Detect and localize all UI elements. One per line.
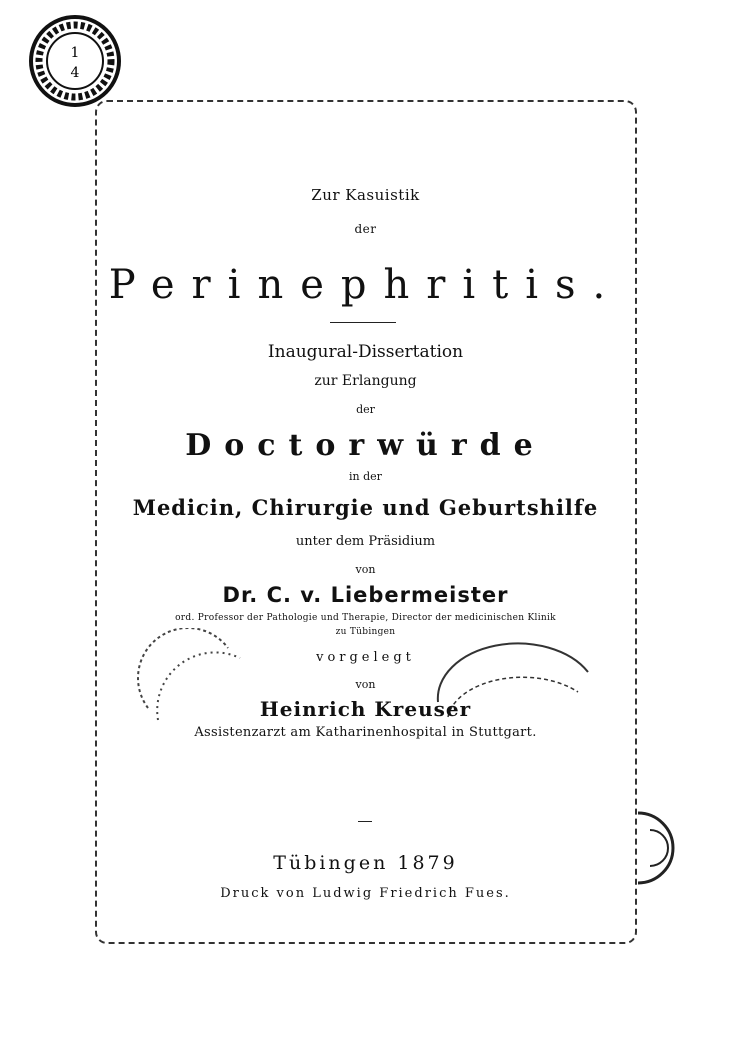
title-divider bbox=[330, 322, 396, 323]
library-stamp-top-left bbox=[28, 14, 123, 109]
author-name: Heinrich Kreuser bbox=[259, 697, 472, 721]
submitted-line: vorgelegt bbox=[316, 650, 415, 665]
place-year: Tübingen 1879 bbox=[273, 852, 458, 874]
partial-stamp-right-edge bbox=[628, 808, 678, 888]
degree-title: Doctorwürde bbox=[185, 428, 546, 463]
stamp-number-1: 1 bbox=[70, 45, 80, 61]
von-line-1: von bbox=[355, 563, 376, 576]
presider-title-2: zu Tübingen bbox=[335, 627, 396, 637]
presider-title-1: ord. Professor der Pathologie und Therapie, Director der medicinischen Klinik bbox=[175, 613, 556, 623]
page-title: Perinephritis. bbox=[108, 262, 623, 308]
printer-line: Druck von Ludwig Friedrich Fues. bbox=[220, 886, 511, 901]
in-der-line: in der bbox=[349, 470, 382, 483]
stamp-number-2: 4 bbox=[70, 65, 80, 81]
imprint-divider bbox=[358, 821, 372, 822]
von-line-2: von bbox=[355, 678, 376, 691]
purpose-line: zur Erlangung bbox=[314, 373, 417, 389]
author-title: Assistenzarzt am Katharinenhospital in Stuttgart. bbox=[194, 725, 537, 740]
dissertation-line: Inaugural-Dissertation bbox=[267, 342, 464, 362]
presider-name: Dr. C. v. Liebermeister bbox=[222, 583, 509, 607]
subtitle-line-1: Zur Kasuistik bbox=[311, 186, 420, 204]
der-line: der bbox=[356, 403, 375, 416]
presidium-line: unter dem Präsidium bbox=[295, 534, 436, 549]
subtitle-line-2: der bbox=[354, 222, 377, 236]
faculty-line: Medicin, Chirurgie und Geburtshilfe bbox=[132, 495, 599, 520]
